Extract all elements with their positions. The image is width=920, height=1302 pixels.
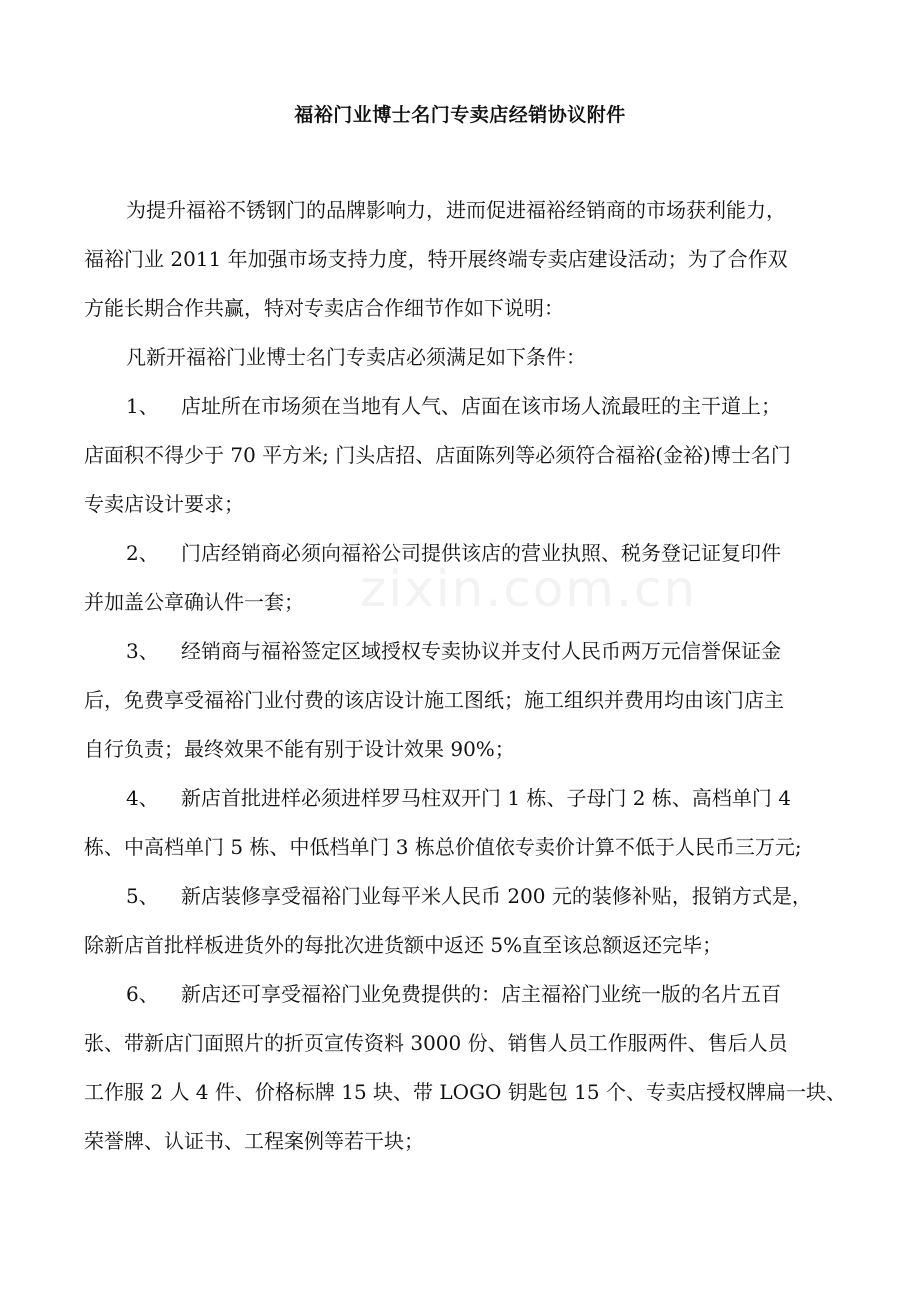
list-item-number: 5、 bbox=[126, 884, 159, 908]
list-item-text: 新店装修享受福裕门业每平米人民币 200 元的装修补贴，报销方式是， bbox=[181, 884, 812, 908]
list-item-line: 后，免费享受福裕门业付费的该店设计施工图纸；施工组织并费用均由该门店主 bbox=[84, 688, 784, 712]
list-item-line: 栋、中高档单门 5 栋、中低档单门 3 栋总价值依专卖价计算不低于人民币三万元; bbox=[84, 835, 802, 859]
list-item-line: 荣誉牌、认证书、工程案例等若干块； bbox=[84, 1129, 424, 1153]
document-body bbox=[84, 186, 846, 1166]
list-item-first-line bbox=[84, 529, 840, 578]
intro-line: 为提升福裕不锈钢门的品牌影响力，进而促进福裕经销商的市场获利能力， bbox=[126, 198, 786, 222]
document-title: 福裕门业博士名门专卖店经销协议附件 bbox=[294, 104, 626, 126]
list-item-first-line bbox=[84, 970, 840, 1019]
list-item-line: 自行负责；最终效果不能有别于设计效果 90%； bbox=[84, 737, 515, 761]
list-item-number: 4、 bbox=[126, 786, 159, 810]
list-item-number: 6、 bbox=[126, 982, 159, 1006]
list-item-text: 新店还可享受福裕门业免费提供的：店主福裕门业统一版的名片五百 bbox=[181, 982, 781, 1006]
list-item-first-line bbox=[84, 627, 840, 676]
list-item-line: 张、带新店门面照片的折页宣传资料 3000 份、销售人员工作服两件、售后人员 bbox=[84, 1031, 788, 1055]
list-item-first-line bbox=[84, 872, 840, 921]
list-item-line: 专卖店设计要求； bbox=[84, 492, 244, 516]
list-item-text: 店址所在市场须在当地有人气、店面在该市场人流最旺的主干道上； bbox=[181, 394, 781, 418]
list-item-text: 门店经销商必须向福裕公司提供该店的营业执照、税务登记证复印件 bbox=[181, 541, 781, 565]
list-item-line: 除新店首批样板进货外的每批次进货额中返还 5%直至该总额返还完毕； bbox=[84, 933, 723, 957]
conditions-heading: 凡新开福裕门业博士名门专卖店必须满足如下条件： bbox=[126, 345, 586, 369]
watermark: zixin.com.cn bbox=[360, 560, 698, 618]
list-item-number: 3、 bbox=[126, 639, 159, 663]
list-item-text: 经销商与福裕签定区域授权专卖协议并支付人民币两万元信誉保证金 bbox=[181, 639, 781, 663]
list-item-first-line bbox=[84, 382, 840, 431]
list-item-line: 工作服 2 人 4 件、价格标牌 15 块、带 LOGO 钥匙包 15 个、专卖店授权牌扁一块、 bbox=[84, 1080, 846, 1104]
list-item-first-line bbox=[84, 774, 840, 823]
list-item-number: 2、 bbox=[126, 541, 159, 565]
list-item-number: 1、 bbox=[126, 394, 159, 418]
intro-line: 福裕门业 2011 年加强市场支持力度，特开展终端专卖店建设活动；为了合作双 bbox=[84, 247, 788, 271]
intro-line: 方能长期合作共赢，特对专卖店合作细节作如下说明： bbox=[84, 296, 564, 320]
list-item-line: 店面积不得少于 70 平方米; 门头店招、店面陈列等必须符合福裕(金裕)博士名门 bbox=[84, 443, 791, 467]
list-item-line: 并加盖公章确认件一套； bbox=[84, 590, 304, 614]
list-item-text: 新店首批进样必须进样罗马柱双开门 1 栋、子母门 2 栋、高档单门 4 bbox=[181, 786, 791, 810]
